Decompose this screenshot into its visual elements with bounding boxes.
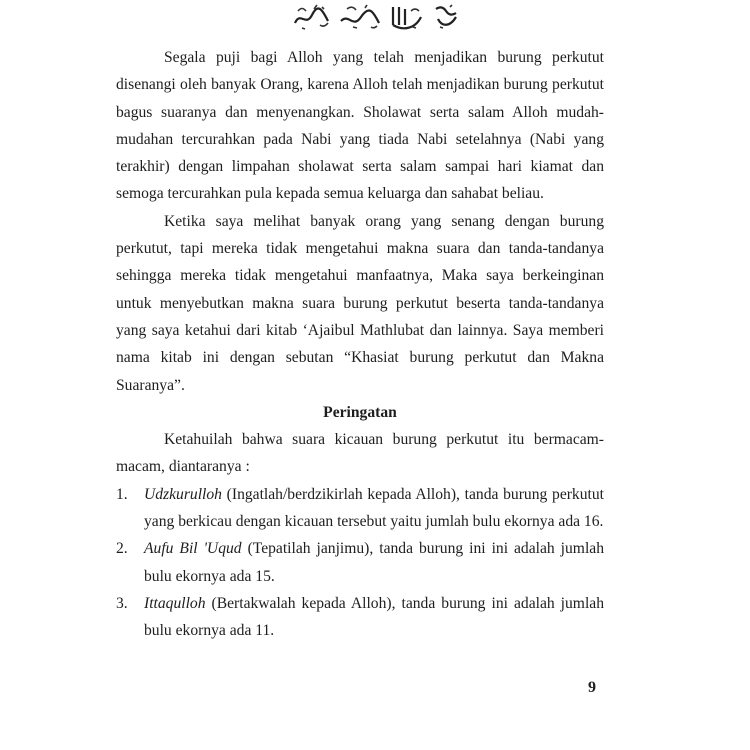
paragraph-text: Ketika saya melihat banyak orang yang senang dengan burung perkutut, tapi mereka tidak mengetahui makna suara dan tanda-tandanya sehingga mereka tidak mengetahui manfaatnya, Maka saya berkeinginan untuk menyebutkan makna suara burung perkutut beserta tanda-tandanya yang saya ketahui dari kitab ‘Ajaibul Mathlubat dan lainnya. Saya memberi nama kitab ini dengan sebutan “Khasiat burung perkutut dan Makna Suaranya”.: [116, 212, 604, 394]
list-item-text: (Tepatilah janjimu), tanda burung ini ini adalah jumlah bulu ekornya ada 15.: [144, 540, 604, 585]
paragraph-purpose: [116, 208, 604, 399]
sound-meaning-list: [116, 481, 604, 645]
list-item: [116, 481, 604, 536]
list-item-text: (Ingatlah/berdzikirlah kepada Alloh), tanda burung perkutut yang berkicau dengan kicauan tersebut yaitu jumlah bulu ekornya ada 16.: [144, 485, 604, 531]
calligraphy-glyph-1-icon: [292, 3, 332, 31]
list-item-number: 2.: [116, 540, 128, 558]
list-item-term: Ittaqulloh: [144, 594, 206, 612]
list-item-text: (Bertakwalah kepada Alloh), tanda burung ini adalah jumlah bulu ekornya ada 11.: [144, 594, 604, 640]
section-heading: Peringatan: [323, 403, 397, 421]
section-intro-text: Ketahuilah bahwa suara kicauan burung perkutut itu bermacam-macam, diantaranya :: [116, 431, 604, 476]
page-number: 9: [588, 679, 596, 696]
paragraph-text: Segala puji bagi Alloh yang telah menjadikan burung perkutut disenangi oleh banyak Orang, karena Alloh telah menjadikan burung perkutut bagus suaranya dan menyenangkan. Sholawat serta salam Alloh mudah-mudahan tercurahkan pada Nabi yang tiada Nabi setelahnya (Nabi yang terakhir) dengan limpahan sholawat serta salam sampai hari kiamat dan semoga tercurahkan pula kepada semua keluarga dan sahabat beliau.: [116, 49, 604, 203]
calligraphy-glyph-3-icon: [389, 3, 425, 31]
list-item-number: 1.: [116, 485, 128, 503]
list-item-term: Udzkurulloh: [144, 485, 222, 503]
list-item: [116, 590, 604, 645]
calligraphy-glyph-4-icon: [432, 3, 460, 31]
section-intro: [116, 426, 604, 481]
document-page: [116, 44, 604, 645]
paragraph-intro: [116, 44, 604, 208]
list-item: [116, 535, 604, 590]
calligraphy-glyph-2-icon: [339, 3, 381, 31]
list-item-term: Aufu Bil 'Uqud: [144, 540, 242, 558]
list-item-number: 3.: [116, 594, 128, 612]
bismillah-calligraphy: [292, 2, 460, 32]
